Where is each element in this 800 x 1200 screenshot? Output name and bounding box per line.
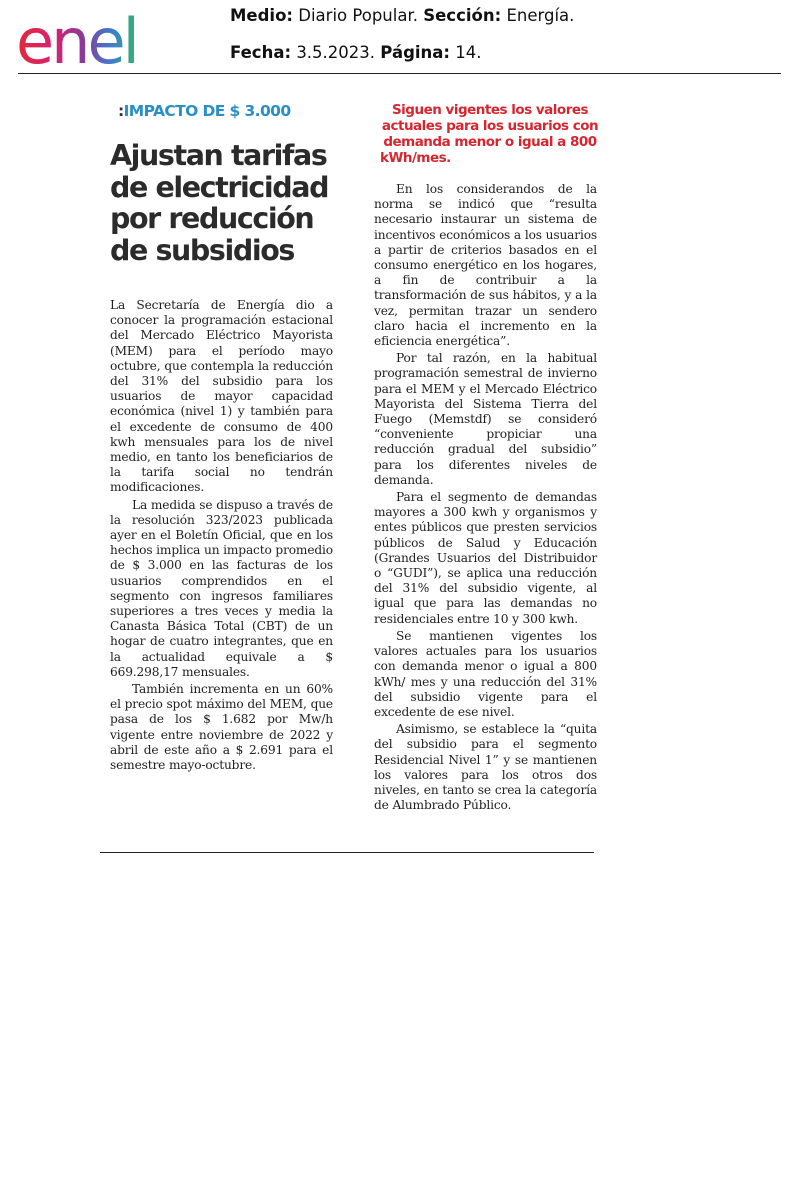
seccion-label: Sección: xyxy=(423,6,502,25)
paragraph: Para el segmento de demandas mayores a 300 kwh y organismos y entes públicos que presten servicios públicos de Salud y Educación (Grandes Usuarios del Distribuidor o “GUDI”), se aplica una reducción del 31% del subsidio vigente, al igual que para las demandas no residenciales entre 10 y 300 kwh. xyxy=(374,490,597,626)
fecha-label: Fecha: xyxy=(230,43,292,62)
kicker-colon: : xyxy=(118,102,124,120)
deck-line: actuales para los usuarios con xyxy=(381,118,599,134)
article-deck xyxy=(380,102,600,166)
fecha-value: 3.5.2023. xyxy=(296,43,376,62)
kicker-text: IMPACTO DE $ 3.000 xyxy=(123,102,291,120)
article-bottom-divider xyxy=(100,852,594,853)
deck-line: kWh/mes. xyxy=(380,150,451,166)
paragraph: En los considerandos de la norma se indicó que “resulta necesario instaurar un sistema de incentivos económicos a los usuarios a partir de criterios basados en el consumo energético en los hogares, a fin de contribuir a la transformación de sus hábitos, y a la vez, permitan trazar un sendero claro hacia el incremento en la eficiencia energética”. xyxy=(374,182,597,349)
header-divider xyxy=(18,73,781,74)
seccion-value: Energía. xyxy=(506,6,575,25)
headline-line: de subsidios xyxy=(110,233,294,267)
pagina-value: 14. xyxy=(455,43,482,62)
svg-text:enel: enel xyxy=(16,6,137,68)
date-line xyxy=(230,43,482,62)
pagina-label: Página: xyxy=(380,43,451,62)
medio-value: Diario Popular. xyxy=(298,6,418,25)
paragraph: Asimismo, se establece la “quita del subsidio para el segmento Residencial Nivel 1” y se mantienen los valores para los otros dos niveles, en tanto se crea la categoría de Alumbrado Público. xyxy=(374,722,597,813)
article-headline xyxy=(110,140,350,266)
headline-line: de electricidad xyxy=(110,170,329,204)
source-line xyxy=(230,6,574,25)
enel-logo xyxy=(16,6,182,68)
headline-line: por reducción xyxy=(110,202,314,235)
paragraph: También incrementa en un 60% el precio spot máximo del MEM, que pasa de los $ 1.682 por Mw/h vigente entre noviembre de 2022 y abril de este año a $ 2.691 para el semestre mayo-octubre. xyxy=(110,682,333,773)
medio-label: Medio: xyxy=(230,6,294,25)
article-kicker xyxy=(118,102,291,120)
deck-line: demanda menor o igual a 800 xyxy=(383,134,597,150)
paragraph: Se mantienen vigentes los valores actuales para los usuarios con demanda menor o igual a 800 kWh/ mes y una reducción del 31% del subsidio vigente para el excedente de ese nivel. xyxy=(374,628,597,719)
paragraph: La medida se dispuso a través de la resolución 323/2023 publicada ayer en el Boletín Oficial, que en los hechos implica un impacto promedio de $ 3.000 en las facturas de los usuarios comprendidos en el segmento con ingresos familiares superiores a tres veces y media la Canasta Básica Total (CBT) de un hogar de cuatro integrantes, que en la actualidad equivale a $ 669.298,17 mensuales. xyxy=(110,497,333,679)
article-column-2 xyxy=(374,182,597,815)
deck-line: Siguen vigentes los valores xyxy=(391,102,589,118)
paragraph: Por tal razón, en la habitual programación semestral de invierno para el MEM y el Mercado Eléctrico Mayorista del Sistema Tierra del Fuego (Memstdf) se consideró “conveniente propiciar una reducción gradual del subsidio” para los diferentes niveles de demanda. xyxy=(374,351,597,487)
article-column-1 xyxy=(110,298,333,775)
headline-line: Ajustan tarifas xyxy=(110,139,327,172)
paragraph: La Secretaría de Energía dio a conocer la programación estacional del Mercado Eléctrico Mayorista (MEM) para el período mayo octubre, que contempla la reducción del 31% del subsidio para los usuarios de mayor capacidad económica (nivel 1) y también para el excedente de consumo de 400 kwh mensuales para los de nivel medio, en tanto los beneficiarios de la tarifa social no tendrán modificaciones. xyxy=(110,298,333,495)
